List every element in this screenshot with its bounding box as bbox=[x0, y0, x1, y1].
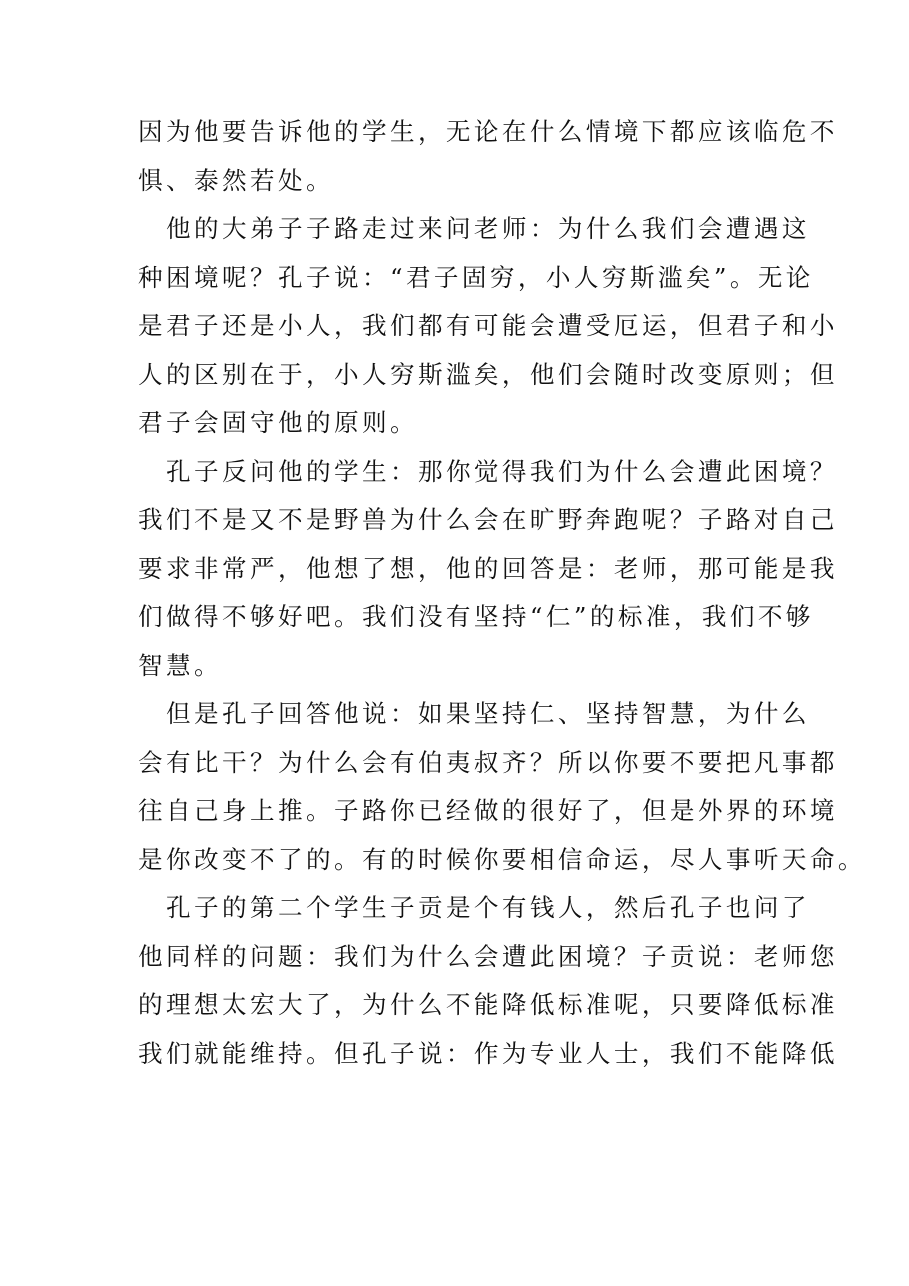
text-line: 他同样的问题：我们为什么会遭此困境？子贡说：老师您 bbox=[138, 941, 838, 971]
text-line: 我们就能维持。但孔子说：作为专业人士，我们不能降低 bbox=[138, 1038, 838, 1068]
text-line: 们做得不够好吧。我们没有坚持“仁”的标准，我们不够 bbox=[138, 602, 814, 631]
text-line: 智慧。 bbox=[138, 650, 222, 680]
text-line: 孔子的第二个学生子贡是个有钱人，然后孔子也问了 bbox=[166, 893, 810, 922]
text-line: 他的大弟子子路走过来问老师：为什么我们会遭遇这 bbox=[166, 214, 810, 243]
text-line: 的理想太宏大了，为什么不能降低标准呢，只要降低标准 bbox=[138, 990, 838, 1019]
text-line: 我们不是又不是野兽为什么会在旷野奔跑呢？子路对自己 bbox=[138, 505, 838, 534]
text-line: 会有比干？为什么会有伯夷叔齐？所以你要不要把凡事都 bbox=[138, 747, 838, 777]
text-line: 孔子反问他的学生：那你觉得我们为什么会遭此困境？ bbox=[166, 456, 838, 486]
body-text bbox=[138, 108, 866, 1078]
text-line: 是君子还是小人，我们都有可能会遭受厄运，但君子和小 bbox=[138, 311, 838, 340]
text-line: 因为他要告诉他的学生，无论在什么情境下都应该临危不 bbox=[138, 117, 838, 146]
text-line: 往自己身上推。子路你已经做的很好了，但是外界的环境 bbox=[138, 796, 838, 825]
text-line: 但是孔子回答他说：如果坚持仁、坚持智慧，为什么 bbox=[166, 699, 810, 728]
text-line: 要求非常严，他想了想，他的回答是：老师，那可能是我 bbox=[138, 553, 838, 583]
text-line: 种困境呢？孔子说：“君子固穷，小人穷斯滥矣”。无论 bbox=[138, 262, 814, 292]
text-line: 君子会固守他的原则。 bbox=[138, 408, 418, 437]
text-line: 是你改变不了的。有的时候你要相信命运，尽人事听天命。 bbox=[138, 844, 866, 874]
text-line: 惧、泰然若处。 bbox=[138, 165, 334, 195]
text-line: 人的区别在于，小人穷斯滥矣，他们会随时改变原则；但 bbox=[138, 359, 838, 389]
